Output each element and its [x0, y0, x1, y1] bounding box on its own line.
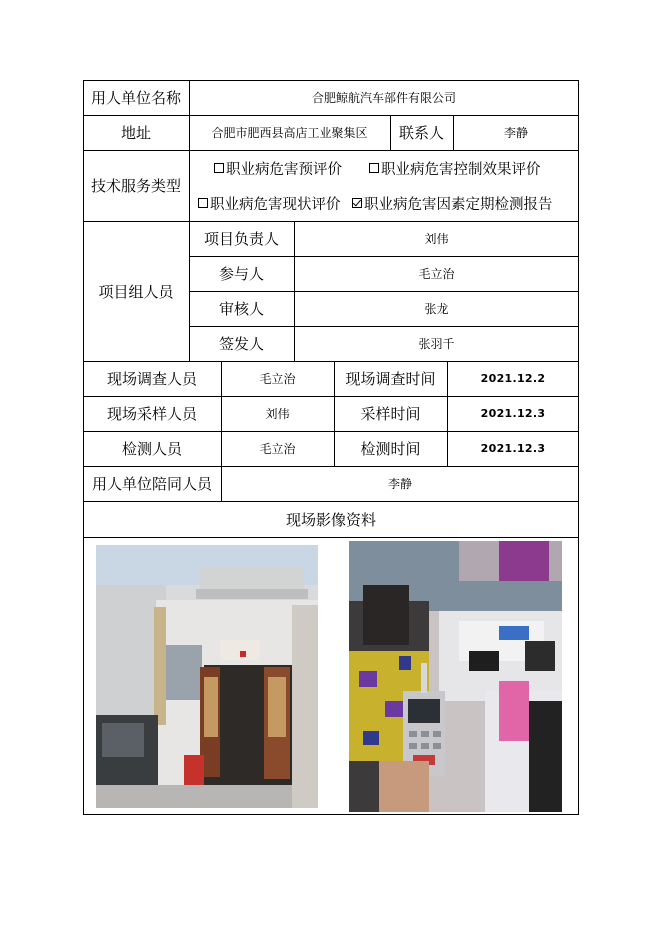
service-type-label: 技术服务类型	[90, 177, 181, 195]
images-title: 现场影像资料	[285, 510, 376, 529]
address-value: 合肥市肥西县高店工业聚集区	[211, 126, 368, 140]
sampling-time-label: 采样时间	[360, 405, 421, 423]
leader-label: 项目负责人	[203, 230, 279, 248]
sampling-time-value: 2021.12.3	[480, 407, 546, 420]
reviewer-label: 审核人	[218, 300, 264, 318]
testing-staff-label: 检测人员	[121, 440, 182, 458]
escort-label: 用人单位陪同人员	[91, 475, 212, 493]
employer-value: 合肥鲸航汽车部件有限公司	[311, 91, 456, 105]
site-photo-entrance	[96, 545, 318, 808]
service-option-status-assessment: 职业病危害现状评价	[198, 191, 341, 215]
survey-staff-label: 现场调查人员	[106, 370, 197, 388]
checkbox-icon	[214, 163, 224, 173]
checkbox-icon	[369, 163, 379, 173]
checkbox-icon	[198, 198, 208, 208]
team-label: 项目组人员	[98, 282, 174, 301]
issuer-label: 签发人	[218, 335, 264, 353]
testing-time-value: 2021.12.3	[480, 442, 546, 455]
participant-value: 毛立治	[418, 267, 455, 281]
service-option-pre-assessment: 职业病危害预评价	[214, 156, 342, 180]
leader-value: 刘伟	[424, 232, 449, 246]
checked-checkbox-icon	[352, 198, 362, 208]
service-option-periodic-testing: 职业病危害因素定期检测报告	[352, 191, 553, 215]
sampling-staff-value: 刘伟	[265, 407, 290, 421]
sampling-staff-label: 现场采样人员	[106, 405, 197, 423]
participant-label: 参与人	[218, 265, 264, 283]
issuer-value: 张羽千	[418, 337, 455, 351]
address-label: 地址	[120, 124, 151, 142]
survey-time-value: 2021.12.2	[480, 372, 546, 385]
contact-label: 联系人	[398, 124, 444, 142]
reviewer-value: 张龙	[424, 302, 449, 316]
survey-staff-value: 毛立治	[259, 372, 296, 386]
employer-label: 用人单位名称	[90, 89, 181, 107]
testing-time-label: 检测时间	[360, 440, 421, 458]
service-option-control-effect: 职业病危害控制效果评价	[369, 156, 541, 180]
testing-staff-value: 毛立治	[259, 442, 296, 456]
contact-value: 李静	[503, 126, 528, 140]
survey-time-label: 现场调查时间	[345, 370, 436, 388]
escort-value: 李静	[387, 477, 412, 491]
site-photo-noise-measurement	[349, 541, 562, 812]
